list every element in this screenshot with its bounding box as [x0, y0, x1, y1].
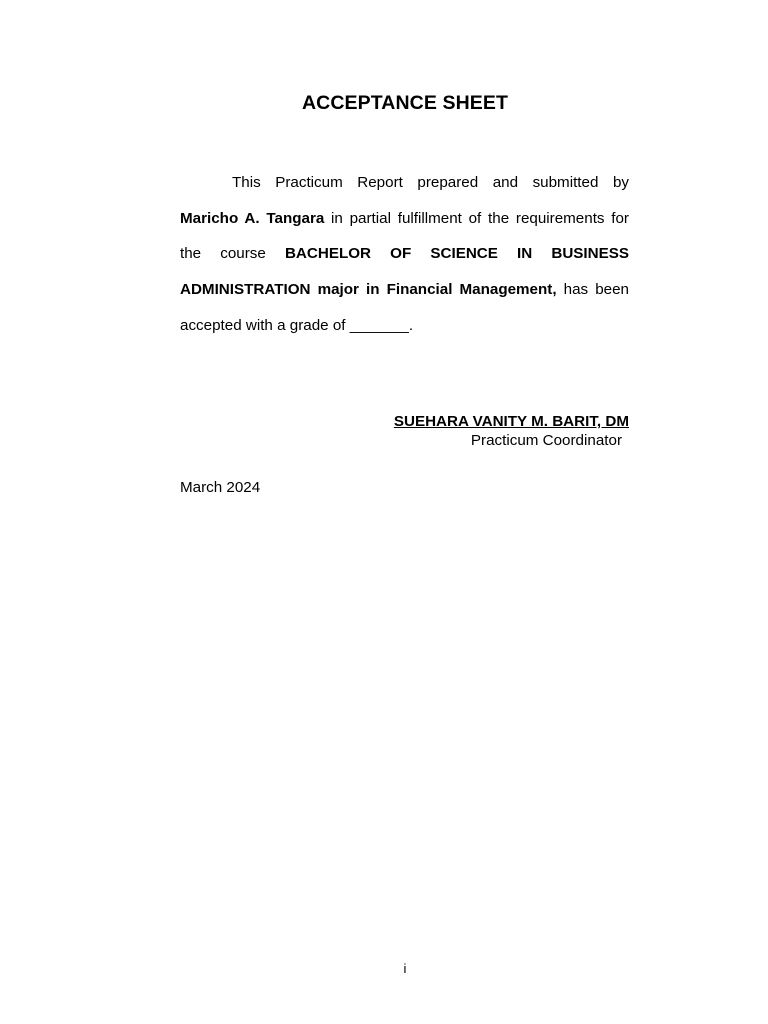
- page-number: i: [403, 961, 407, 976]
- paragraph-ending: has been accepted with a grade of _______.: [180, 281, 629, 334]
- signatory-name: SUEHARA VANITY M. BARIT, DM: [393, 413, 629, 430]
- course-name: BACHELOR OF SCIENCE IN BUSINESS ADMINISTRATION major in Financial Management,: [180, 245, 629, 299]
- page-title: ACCEPTANCE SHEET: [301, 92, 508, 114]
- acceptance-paragraph: [180, 165, 629, 344]
- signature-block: [180, 412, 629, 450]
- signatory-role: Practicum Coordinator: [470, 432, 622, 449]
- paragraph-intro: This Practicum Report prepared and submitted by: [232, 174, 629, 191]
- student-name: Maricho A. Tangara: [180, 209, 325, 227]
- paragraph-middle: in partial fulfillment of the requirements for the course: [180, 209, 629, 263]
- document-date: March 2024: [180, 479, 261, 496]
